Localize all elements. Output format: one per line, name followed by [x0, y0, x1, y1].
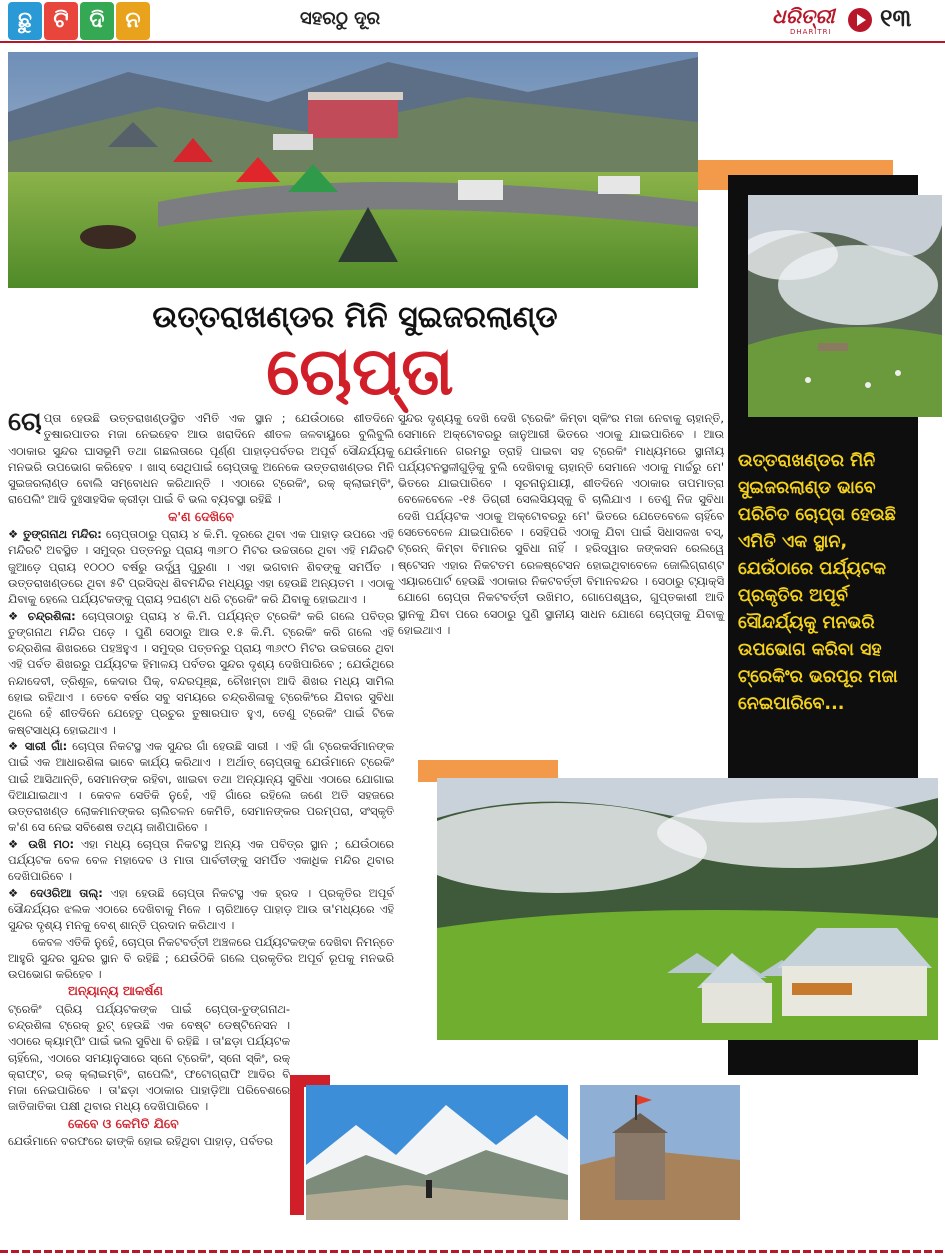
- article-nearby: କେବଳ ଏତିକି ନୁହେଁ, ଚୋପ୍ତା ନିକଟବର୍ତ୍ତୀ ଅଞ୍ଚଳରେ ପର୍ଯ୍ୟଟକଙ୍କ ଦେଖିବା ନିମନ୍ତେ ଆହୁରି ସୁନ୍ଦର ସୁନ୍ଦର ସ୍ଥାନ ବି ରହିଛି ; ଯେଉଁଠିକି ଗଲେ ପ୍ରକୃତିର ଅପୂର୍ବ ରୂପକୁ ମନଭରି ଉପଭୋଗ କରିହେବ ।: [8, 934, 394, 982]
- photo-snow-peaks-trekker: [306, 1085, 568, 1220]
- play-icon: [848, 8, 872, 32]
- pull-quote: ଉତ୍ତରାଖଣ୍ଡର ମିନି ସୁଇଜରଲାଣ୍ଡ ଭାବେ ପରିଚିତ ଚୋପ୍ତା ହେଉଛି ଏମିତି ଏକ ସ୍ଥାନ, ଯେଉଁଠାରେ ପର୍ଯ୍ୟଟକ ପ୍ରକୃତିର ଅପୂର୍ବ ସୌନ୍ଦର୍ଯ୍ୟକୁ ମନଭରି ଉପଭୋଗ କରିବା ସହ ଟ୍ରେକିଂର ଭରପୂର ମଜା ନେଇପାରିବେ...: [738, 451, 898, 714]
- item-text-tungnath: ଚୋପ୍ତାଠାରୁ ପ୍ରାୟ ୪ କି.ମି. ଦୂରରେ ଥିବା ଏକ ପାହାଡ଼ ଉପରେ ଏହି ମନ୍ଦିରଟି ଅବସ୍ଥିତ । ସମୁଦ୍ର ପତ୍ତନରୁ ପ୍ରାୟ ୩୬୮୦ ମିଟର ଉଚ୍ଚତାରେ ଥିବା ଏହି ମନ୍ଦିରଟି ଜୁଆଡ଼େ ପ୍ରାୟ ୧୦୦୦ ବର୍ଷରୁ ଉର୍ଦ୍ଧ୍ୱ ପୁରୁଣା । ଏହା ଭଗବାନ ଶିବଙ୍କୁ ସମର୍ପିତ । ଉତ୍ତରାଖଣ୍ଡରେ ଥିବା ୫ଟି ପ୍ରସିଦ୍ଧ ଶିବମନ୍ଦିର ମଧ୍ୟରୁ ଏହା ହେଉଛି ଅନ୍ୟତମ । ଏଠାକୁ ଯିବାକୁ ହେଲେ ପର୍ଯ୍ୟଟକଙ୍କୁ ପ୍ରାୟ ୨ଘଣ୍ଟା ଧରି ଟ୍ରେକିଂ କରି ଯିବାକୁ ହୋଇଥାଏ ।: [8, 527, 395, 607]
- item-label-deoria: ❖ ଦେଓରିଆ ତାଲ୍:: [8, 885, 103, 900]
- article-attractions: ଟ୍ରେକିଂ ପ୍ରିୟ ପର୍ଯ୍ୟଟକଙ୍କ ପାଇଁ ଚୋପ୍ତା-ତୁଙ୍ଗନାଥ-ଚନ୍ଦ୍ରଶିଳା ଟ୍ରେକ୍ ରୁଟ୍ ହେଉଛି ଏକ ବେଷ୍ଟ ଡେଷ୍ଟିନେସନ । ଏଠାରେ କ୍ୟାମ୍ପିଂ ପାଇଁ ଭଲ ସୁବିଧା ବି ରହିଛି । ତା'ଛଡ଼ା ପର୍ଯ୍ୟଟକ ଚାହିଁଲେ, ଏଠାରେ ସମୟାନୁସାରେ ସ୍ନୋ ଟ୍ରେକିଂ, ସ୍ନୋ ସ୍କିଂ, ରକ୍ କ୍ରାଫ୍ଟ, ରକ୍ କ୍ଲାଇମ୍ବିଂ, ରାପେଲିଂ, ଫଟୋଗ୍ରାଫି ଆଦିର ବି ମଜା ନେଇପାରିବେ । ତା'ଛଡ଼ା ଏଠାକାର ପାହାଡ଼ିଆ ପରିବେଶରେ ଜାତିଜାତିକା ପକ୍ଷୀ ଥିବାର ମଧ୍ୟ ଦେଖିପାରିବେ ।: [8, 1001, 290, 1114]
- page-header: [0, 0, 945, 42]
- article-column-right: [398, 410, 724, 638]
- article-when-how-start: ଯେଉଁମାନେ ବରଫରେ ଢାଙ୍କି ହୋଇ ରହିଥିବା ପାହାଡ଼, ପର୍ବତର: [8, 1134, 273, 1149]
- page-number: ୧୩: [880, 4, 912, 32]
- item-label-ukhimath: ❖ ଉଖି ମଠ:: [8, 836, 75, 851]
- section-brand-logo: [8, 2, 150, 40]
- item-text-sari: ଚୋପ୍ତା ନିକଟସ୍ଥ ଏକ ସୁନ୍ଦର ଗାଁ ହେଉଛି ସାରୀ । ଏହି ଗାଁ ଟ୍ରେକର୍ସମାନଙ୍କ ପାଇଁ ଏକ ଆଧାରଶିଳା ଭାବେ କାର୍ଯ୍ୟ କରିଥାଏ । ଅର୍ଥାତ୍ ଚୋପ୍ତାକୁ ଯେଉଁମାନେ ଟ୍ରେକିଂ ପାଇଁ ଆସିଥାନ୍ତି, ସେମାନଙ୍କ ରହିବା, ଖାଇବା ତଥା ଅନ୍ୟାନ୍ୟ ସୁବିଧା ଏଠାରେ ଯୋଗାଇ ଦିଆଯାଇଥାଏ । କେବଳ ସେତିକି ନୁହେଁ, ଏହି ଗାଁରେ ରହିଲେ ଜଣେ ଅତି ସହଜରେ ଉତ୍ତରାଖଣ୍ଡ ଲୋକମାନଙ୍କର ଚାଲିଚଳନ କେମିତି, ସେମାନଙ୍କର ପରମ୍ପରା, ସଂସ୍କୃତି କ'ଣ ସେ ନେଇ ସବିଶେଷ ତଥ୍ୟ ଜାଣିପାରିବେ ।: [8, 738, 394, 835]
- subhead-other-attractions: ଅନ୍ୟାନ୍ୟ ଆକର୍ଷଣ: [68, 983, 163, 999]
- item-label-sari: ❖ ସାରୀ ଗାଁ:: [8, 738, 68, 753]
- article-intro: ପ୍ତା ହେଉଛି ଉତ୍ତରାଖଣ୍ଡସ୍ଥିତ ଏମିତି ଏକ ସ୍ଥାନ ; ଯେଉଁଠାରେ ଶୀତଦିନେ ତୁଷାରପାତର ମଜା ନେଇହେବ ଆଉ ଖରାଦିନେ ଶୀତଳ ଜଳବାୟୁରେ ବୁଲିବୁଲି ଏଠାକାର ସୁନ୍ଦର ଘାସଭୂମି ତଥା ଗଛଲତାରେ ପୂର୍ଣ୍ଣ ପାହାଡ଼ପର୍ବତର ଅପୂର୍ବ ସୌନ୍ଦର୍ଯ୍ୟକୁ ମନଭରି ଉପଭୋଗ କରିହେବ । ଖାସ୍ ସେଥିପାଇଁ ଚୋପ୍ତାକୁ ଅନେକେ ଉତ୍ତରାଖଣ୍ଡର ମିନି ସୁଇଜରଲାଣ୍ଡ ବୋଲି ସମ୍ବୋଧନ କରିଥାନ୍ତି । ଏଠାରେ ଟ୍ରେକିଂ, ରକ୍ କ୍ଲାଇମ୍ବିଂ, ରାପେଲିଂ ଆଦି ଦୁଃସାହସିକ କ୍ରୀଡ଼ା ପାଇଁ ବି ଭଲ ବ୍ୟବସ୍ଥା ରହିଛି ।: [8, 411, 394, 507]
- item-text-deoria: ଏହା ହେଉଛି ଚୋପ୍ତା ନିକଟସ୍ଥ ଏକ ହ୍ରଦ । ପ୍ରକୃତିର ଅପୂର୍ବ ସୌନ୍ଦର୍ଯ୍ୟର ଝଲକ ଏଠାରେ ଦେଖିବାକୁ ମିଳେ । ଚାରିଆଡ଼େ ପାହାଡ଼ ଆଉ ତା'ମଧ୍ୟରେ ଏହି ସୁନ୍ଦର ଦୃଶ୍ୟ ମନକୁ ବେଶ୍ ଶାନ୍ତି ପ୍ରଦାନ କରିଥାଏ ।: [8, 885, 395, 933]
- item-text-ukhimath: ଏହା ମଧ୍ୟ ଚୋପ୍ତା ନିକଟସ୍ଥ ଅନ୍ୟ ଏକ ପବିତ୍ର ସ୍ଥାନ ; ଯେଉଁଠାରେ ପର୍ଯ୍ୟଟକ ବେଳ ବେଳ ମହାଦେବ ଓ ମାତା ପାର୍ବତୀଙ୍କୁ ସମର୍ପିତ ଏକାଧିକ ମନ୍ଦିର ଥିବାର ଦେଖିପାରିବେ ।: [8, 836, 395, 884]
- newspaper-logo-sub: DHARITRI: [790, 28, 832, 36]
- hero-photo-camp-meadow: [8, 52, 698, 288]
- item-text-chandrashila: ଚୋପ୍ତାଠାରୁ ପ୍ରାୟ ୪ କି.ମି. ପର୍ଯ୍ୟନ୍ତ ଟ୍ରେକିଂ କରି ଗଲେ ପବିତ୍ର ତୁଙ୍ଗନାଥ ମନ୍ଦିର ପଡ଼େ । ପୁଣି ସେଠାରୁ ଆଉ ୧.୫ କି.ମି. ଟ୍ରେକିଂ କରି ଗଲେ ଏହି ଚନ୍ଦ୍ରଶିଳା ଶିଖରରେ ପହଞ୍ଚହୁଏ । ସମୁଦ୍ର ପତ୍ତନରୁ ପ୍ରାୟ ୩୬୯୦ ମିଟର ଉଚ୍ଚତାରେ ଥିବା ଏହି ପର୍ବତ ଶିଖରରୁ ପର୍ଯ୍ୟଟକ ହିମାଳୟ ପର୍ବତର ସୁନ୍ଦର ଦୃଶ୍ୟ ଦେଖିପାରିବେ ; ଯେଉଁଥିରେ ନନ୍ଦାଦେବୀ, ତ୍ରିଶୂଳ, କେଦାର ପିକ୍, ବନ୍ଦରପୂଞ୍ଛ, ଚୌଖମ୍ବା ଆଦି ଶିଖର ମଧ୍ୟ ସାମିଲ ହୋଇ ରହିଥାଏ । ତେବେ ବର୍ଷର ସବୁ ସମୟରେ ଚନ୍ଦ୍ରଶିଳାକୁ ଟ୍ରେକିଂରେ ଯିବାର ସୁବିଧା ଥିଲେ ହେଁ ଶୀତଦିନେ ଯେହେତୁ ପ୍ରଚୁର ତୁଷାରପାତ ହୁଏ, ତେଣୁ ଟ୍ରେକିଂ ପାଇଁ ଟିକେ କଷ୍ଟସାଧ୍ୟ ହୋଇଥାଏ ।: [8, 608, 394, 737]
- article-column-left: [8, 407, 395, 1149]
- bottom-rule: [0, 1250, 945, 1253]
- header-rule: [0, 41, 945, 43]
- newspaper-logo: ଧରିତ୍ରୀ: [772, 4, 835, 28]
- headline-subtitle: ଉତ୍ତରାଖଣ୍ଡର ମିନି ସୁଇଜରଲାଣ୍ଡ: [152, 300, 558, 335]
- subhead-what-to-see: କ'ଣ ଦେଖିବେ: [168, 508, 234, 524]
- article-when-how-continued: ସୁନ୍ଦର ଦୃଶ୍ୟକୁ ଦେଖି ଦେଖି ଟ୍ରେକିଂ କିମ୍ବା ସ୍କିଂର ମଜା ନେବାକୁ ଚାହାନ୍ତି, ସେମାନେ ଅକ୍ଟୋବରରୁ ଜାନୁଆରୀ ଭିତରେ ଏଠାକୁ ଯାଇପାରିବେ । ଆଉ ଯେଉଁମାନେ ଗରମରୁ ତ୍ରାହି ପାଇବା ସହ ଟ୍ରେକିଂ ମାଧ୍ୟମରେ ସ୍ଥାନୀୟ ପର୍ଯ୍ୟଟନସ୍ଥଳୀଗୁଡ଼ିକୁ ବୁଲି ଦେଖିବାକୁ ଚାହାନ୍ତି ସେମାନେ ଏଠାକୁ ମାର୍ଚ୍ଚରୁ ମେ' ଭିତରେ ଯାଇପାରିବେ । ସୂଚନାନୁଯାୟୀ, ଶୀତଦିନେ ଏଠାକାର ତାପମାତ୍ରା ବେଳେବେଳେ -୧୫ ଡିଗ୍ରୀ ସେଲସିୟସ୍‌କୁ ବି ଚାଲିଯାଏ । ତେଣୁ ନିଜ ସୁବିଧା ଦେଖି ପର୍ଯ୍ୟଟକ ଏଠାକୁ ଅକ୍ଟୋବରରୁ ମେ' ଭିତରେ ଯେତେବେଳେ ଚାହିଁବେ ସେତେବେଳେ ଯାଇପାରିବେ । ସେହିପରି ଏଠାକୁ ଯିବା ପାଇଁ ସିଧାସଳଖ ବସ୍, ଟ୍ରେନ୍ କିମ୍ବା ବିମାନର ସୁବିଧା ନାହିଁ । ହରିଦ୍ୱାର ଜଙ୍କସନ ରେଲୱେ ଷ୍ଟେସନ ଏହାର ନିକଟତମ ରେଳଷ୍ଟେସନ ହୋଇଥିବାବେଳେ ଜୋଲିଗ୍ରାଣ୍ଟ ଏୟାରପୋର୍ଟ ହେଉଛି ଏଠାକାର ନିକଟବର୍ତ୍ତୀ ବିମାନବନ୍ଦର । ସେଠାରୁ ଟ୍ୟାକ୍ସି ଯୋଗେ ଚୋପ୍ତା ନିକଟବର୍ତ୍ତୀ ଉଖିମଠ, ଗୋପେଶ୍ୱର, ଗୁପ୍ତକାଶୀ ଆଦି ସ୍ଥାନକୁ ଯିବା ପରେ ସେଠାରୁ ପୁଣି ସ୍ଥାନୀୟ ସାଧନ ଯୋଗେ ଚୋପ୍ତାକୁ ଯିବାକୁ ହୋଇଥାଏ ।: [398, 411, 724, 637]
- brand-letter-3: ଦି: [80, 2, 114, 40]
- brand-letter-1: ଛୁ: [8, 2, 42, 40]
- section-title: ସହରଠୁ ଦୂର: [300, 8, 381, 29]
- brand-letter-4: ନ: [116, 2, 150, 40]
- item-label-tungnath: ❖ ତୁଙ୍ଗନାଥ ମନ୍ଦିର:: [8, 527, 102, 542]
- photo-mountain-shrine: [580, 1085, 740, 1220]
- drop-cap: ଚୋ: [8, 407, 42, 437]
- photo-tents-meadow: [437, 778, 938, 1040]
- item-label-chandrashila: ❖ ଚନ୍ଦ୍ରଶିଳା:: [8, 608, 76, 623]
- subhead-when-how: କେବେ ଓ କେମିତି ଯିବେ: [68, 1115, 179, 1131]
- headline-title: ଚୋପ୍ତା: [266, 333, 454, 410]
- brand-letter-2: ଟି: [44, 2, 78, 40]
- side-photo-misty-valley: [748, 195, 942, 417]
